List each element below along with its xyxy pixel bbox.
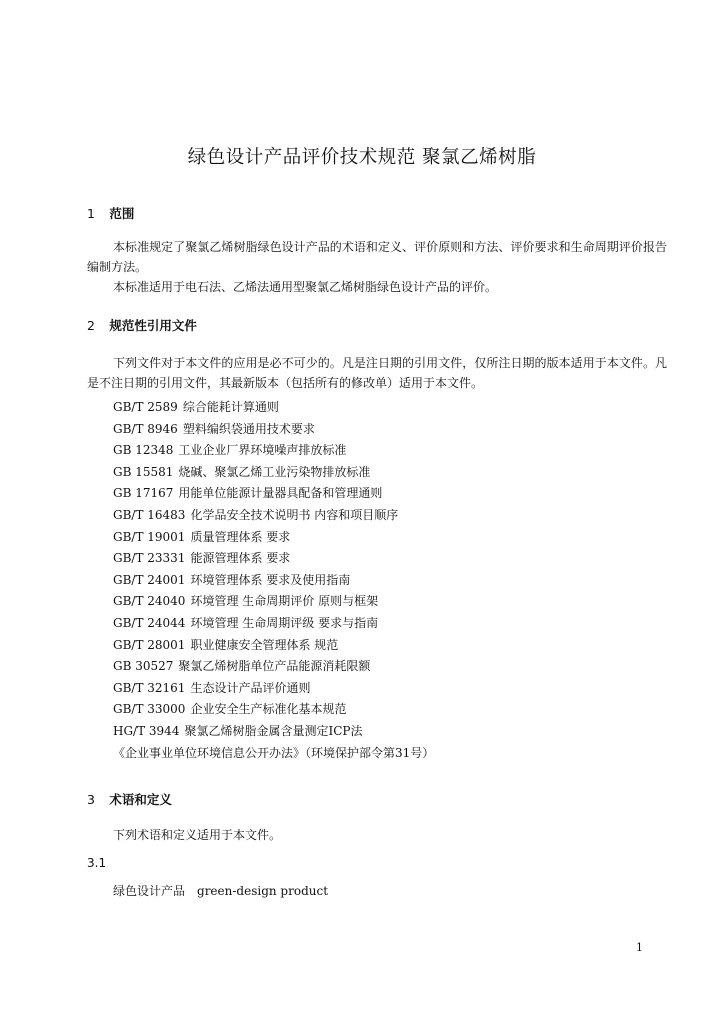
reference-item [113, 483, 434, 505]
reference-item [113, 505, 434, 527]
reference-code: GB 12348 [113, 443, 174, 458]
section-2-title: 规范性引用文件 [109, 318, 197, 333]
reference-title: 质量管理体系 要求 [190, 529, 291, 544]
reference-title: 烧碱、聚氯乙烯工业污染物排放标准 [178, 464, 371, 479]
reference-item [113, 678, 434, 700]
reference-title: 环境管理 生命周期评级 要求与指南 [190, 615, 379, 630]
reference-title: 聚氯乙烯树脂单位产品能源消耗限额 [178, 659, 371, 674]
section-2-number: 2 [87, 318, 95, 333]
term-english: green-design product [197, 884, 329, 898]
page-number: 1 [636, 941, 643, 954]
reference-code: GB/T 8946 [113, 421, 178, 436]
section-1-heading [87, 204, 134, 222]
reference-title: 职业健康安全管理体系 规范 [190, 637, 339, 652]
reference-code: GB/T 16483 [113, 507, 186, 522]
reference-item [113, 635, 434, 657]
reference-item [113, 721, 434, 743]
reference-code: GB/T 32161 [113, 680, 186, 695]
reference-title: 环境管理体系 要求及使用指南 [190, 572, 351, 587]
reference-item [113, 419, 434, 441]
reference-title: 环境管理 生命周期评价 原则与框架 [190, 594, 379, 609]
reference-code: GB 17167 [113, 486, 174, 501]
section-1-paragraph-2: 本标准适用于电石法、乙烯法通用型聚氯乙烯树脂绿色设计产品的评价。 [113, 280, 498, 294]
reference-title: 化学品安全技术说明书 内容和项目顺序 [190, 507, 399, 522]
reference-item [113, 699, 434, 721]
reference-item [113, 397, 434, 419]
reference-code: GB 15581 [113, 464, 174, 479]
section-1-paragraph-1: 本标准规定了聚氯乙烯树脂绿色设计产品的术语和定义、评价原则和方法、评价要求和生命周期评价报告编制方法。 [87, 240, 667, 274]
reference-item [113, 440, 434, 462]
reference-title: 塑料编织袋通用技术要求 [182, 421, 315, 436]
reference-title: 生态设计产品评价通则 [190, 680, 311, 695]
reference-item [113, 570, 434, 592]
reference-title: 企业安全生产标准化基本规范 [190, 702, 347, 717]
reference-title: 工业企业厂界环境噪声排放标准 [178, 443, 347, 458]
reference-item [113, 462, 434, 484]
reference-code: HG/T 3944 [113, 723, 180, 738]
section-3-number: 3 [87, 792, 95, 807]
reference-code: GB/T 24001 [113, 572, 186, 587]
term-entry [113, 882, 328, 899]
section-3-title: 术语和定义 [109, 792, 172, 807]
reference-item [113, 527, 434, 549]
reference-item [113, 591, 434, 613]
section-2-intro: 下列文件对于本文件的应用是必不可少的。凡是注日期的引用文件，仅所注日期的版本适用于本文件。凡是不注日期的引用文件，其最新版本（包括所有的修改单）适用于本文件。 [87, 356, 667, 390]
reference-code: GB/T 28001 [113, 637, 186, 652]
subsection-number: 3.1 [87, 856, 107, 870]
section-1-number: 1 [87, 206, 95, 221]
reference-code: GB/T 19001 [113, 529, 186, 544]
reference-code: GB/T 24044 [113, 615, 186, 630]
reference-item [113, 613, 434, 635]
section-1-title: 范围 [109, 206, 135, 221]
reference-code: GB/T 24040 [113, 594, 186, 609]
section-3-heading [87, 790, 172, 808]
reference-item [113, 743, 434, 765]
reference-title: 聚氯乙烯树脂金属含量测定ICP法 [184, 723, 363, 738]
reference-title: 《企业事业单位环境信息公开办法》（环境保护部令第31号） [113, 745, 435, 760]
section-3-intro: 下列术语和定义适用于本文件。 [113, 828, 282, 842]
reference-code: GB/T 33000 [113, 702, 186, 717]
reference-title: 用能单位能源计量器具配备和管理通则 [178, 486, 383, 501]
term-chinese: 绿色设计产品 [113, 884, 186, 898]
section-2-heading [87, 316, 197, 334]
document-title: 绿色设计产品评价技术规范 聚氯乙烯树脂 [187, 147, 537, 168]
reference-title: 能源管理体系 要求 [190, 551, 291, 566]
reference-item [113, 656, 434, 678]
reference-code: GB/T 2589 [113, 400, 178, 414]
reference-list [113, 397, 434, 764]
reference-item [113, 548, 434, 570]
reference-code: GB 30527 [113, 659, 174, 674]
reference-code: GB/T 23331 [113, 551, 186, 566]
reference-title: 综合能耗计算通则 [182, 400, 279, 414]
